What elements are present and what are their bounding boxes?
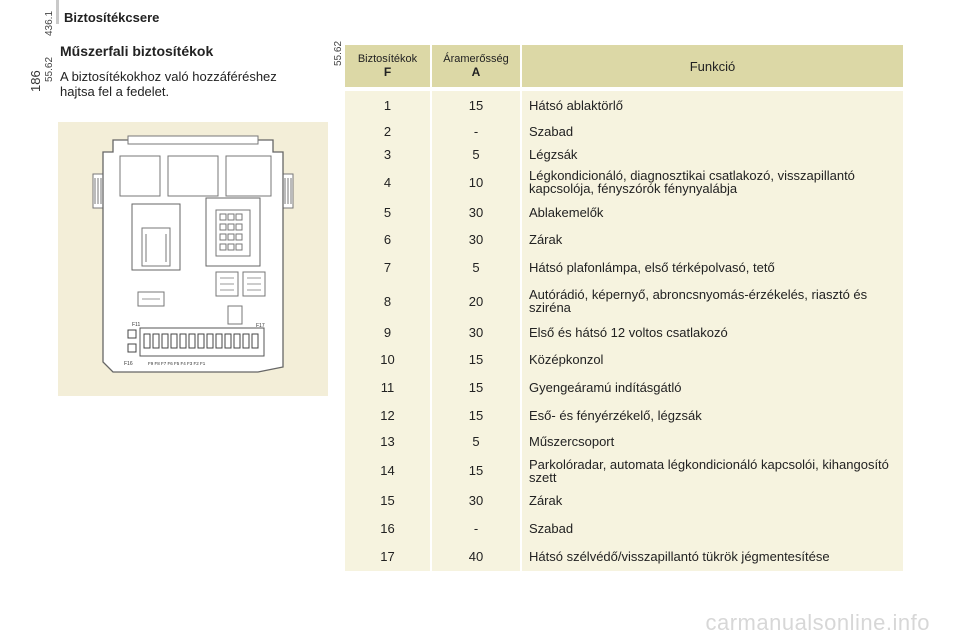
table-row bbox=[345, 454, 903, 487]
margin-bar bbox=[56, 0, 59, 24]
table-doc-code: 55.62 bbox=[333, 40, 344, 66]
table-row bbox=[345, 429, 903, 454]
table-row bbox=[345, 166, 903, 198]
amperage-cell: 30 bbox=[431, 487, 521, 514]
table-body bbox=[345, 89, 903, 571]
fusebox-illustration bbox=[58, 122, 328, 396]
function-cell: Eső- és fényérzékelő, légzsák bbox=[521, 402, 903, 429]
header-amp-sub: A bbox=[471, 65, 481, 79]
function-cell: Műszercsoport bbox=[521, 429, 903, 454]
fuse-number-cell: 11 bbox=[345, 373, 431, 402]
function-cell: Légzsák bbox=[521, 143, 903, 166]
amperage-cell: 15 bbox=[431, 454, 521, 487]
f11-label: F11 bbox=[132, 322, 141, 328]
table-row bbox=[345, 227, 903, 252]
table-row bbox=[345, 373, 903, 402]
amperage-cell: 10 bbox=[431, 166, 521, 198]
fuse-number-cell: 7 bbox=[345, 252, 431, 283]
fuse-number-cell: 16 bbox=[345, 514, 431, 542]
watermark: carmanualsonline.info bbox=[705, 610, 930, 635]
function-cell: Szabad bbox=[521, 514, 903, 542]
fuse-number-cell: 15 bbox=[345, 487, 431, 514]
function-cell: Hátsó ablaktörlő bbox=[521, 89, 903, 120]
function-cell: Zárak bbox=[521, 487, 903, 514]
function-cell: Hátsó szélvédő/visszapillantó tükrök jégmentesítése bbox=[521, 542, 903, 571]
table-row bbox=[345, 120, 903, 143]
amperage-cell: 5 bbox=[431, 252, 521, 283]
fuse-number-cell: 4 bbox=[345, 166, 431, 198]
header-amp bbox=[431, 45, 521, 89]
fuse-number-cell: 2 bbox=[345, 120, 431, 143]
amperage-cell: 15 bbox=[431, 346, 521, 373]
function-cell: Légkondicionáló, diagnosztikai csatlakozó, visszapillantó kapcsolója, fényszórók fénynyalábja bbox=[521, 166, 903, 198]
table-row bbox=[345, 542, 903, 571]
header-function: Funkció bbox=[521, 45, 903, 89]
doc-code-a: 55.62 bbox=[44, 56, 55, 82]
fuse-number-cell: 9 bbox=[345, 319, 431, 346]
table-row bbox=[345, 198, 903, 227]
table-row bbox=[345, 283, 903, 319]
fuse-number-cell: 13 bbox=[345, 429, 431, 454]
table-row bbox=[345, 143, 903, 166]
fuse-number-cell: 14 bbox=[345, 454, 431, 487]
amperage-cell: 15 bbox=[431, 402, 521, 429]
amperage-cell: 15 bbox=[431, 373, 521, 402]
amperage-cell: 5 bbox=[431, 143, 521, 166]
header-fuse-sub: F bbox=[383, 65, 392, 79]
table-row bbox=[345, 487, 903, 514]
fuse-table bbox=[345, 45, 903, 571]
doc-code-b: 436.1 bbox=[44, 10, 55, 36]
amperage-cell: 5 bbox=[431, 429, 521, 454]
function-cell: Középkonzol bbox=[521, 346, 903, 373]
amperage-cell: 30 bbox=[431, 319, 521, 346]
fuse-number-cell: 12 bbox=[345, 402, 431, 429]
amperage-cell: 30 bbox=[431, 198, 521, 227]
intro-text: A biztosítékokhoz való hozzáféréshez hajtsa fel a fedelet. bbox=[60, 69, 277, 99]
function-cell: Első és hátsó 12 voltos csatlakozó bbox=[521, 319, 903, 346]
header-fuse-label: Biztosítékok bbox=[357, 53, 418, 65]
table-header-row bbox=[345, 45, 903, 89]
table-row bbox=[345, 514, 903, 542]
amperage-cell: 30 bbox=[431, 227, 521, 252]
fuse-number-cell: 10 bbox=[345, 346, 431, 373]
table-row bbox=[345, 346, 903, 373]
amperage-cell: 15 bbox=[431, 89, 521, 120]
page-number: 186 bbox=[28, 70, 43, 92]
amperage-cell: 20 bbox=[431, 283, 521, 319]
amperage-cell: 40 bbox=[431, 542, 521, 571]
function-cell: Hátsó plafonlámpa, első térképolvasó, tető bbox=[521, 252, 903, 283]
function-cell: Szabad bbox=[521, 120, 903, 143]
fuse-number-cell: 8 bbox=[345, 283, 431, 319]
function-cell: Gyengeáramú indításgátló bbox=[521, 373, 903, 402]
amperage-cell: - bbox=[431, 120, 521, 143]
fuse-number-cell: 5 bbox=[345, 198, 431, 227]
function-cell: Ablakemelők bbox=[521, 198, 903, 227]
table-row bbox=[345, 89, 903, 120]
fuse-number-cell: 1 bbox=[345, 89, 431, 120]
table-row bbox=[345, 252, 903, 283]
function-cell: Zárak bbox=[521, 227, 903, 252]
subsection-title: Műszerfali biztosítékok bbox=[60, 43, 214, 59]
amperage-cell: - bbox=[431, 514, 521, 542]
table-row bbox=[345, 402, 903, 429]
function-cell: Parkolóradar, automata légkondicionáló kapcsolói, kihangosító szett bbox=[521, 454, 903, 487]
table-row bbox=[345, 319, 903, 346]
header-fuse bbox=[345, 45, 431, 89]
function-cell: Autórádió, képernyő, abroncsnyomás-érzékelés, riasztó és sziréna bbox=[521, 283, 903, 319]
header-amp-label: Áramerősség bbox=[443, 53, 509, 65]
f17-label: F17 bbox=[256, 323, 265, 329]
fuse-number-cell: 17 bbox=[345, 542, 431, 571]
fusebox-drawing bbox=[58, 122, 328, 396]
fuse-number-cell: 3 bbox=[345, 143, 431, 166]
section-title: Biztosítékcsere bbox=[64, 10, 160, 25]
f16-label: F16 bbox=[124, 361, 133, 367]
fuse-number-cell: 6 bbox=[345, 227, 431, 252]
fuse-row-label: F9 F8 F7 F6 F5 F4 F3 F2 F1 bbox=[148, 361, 206, 366]
